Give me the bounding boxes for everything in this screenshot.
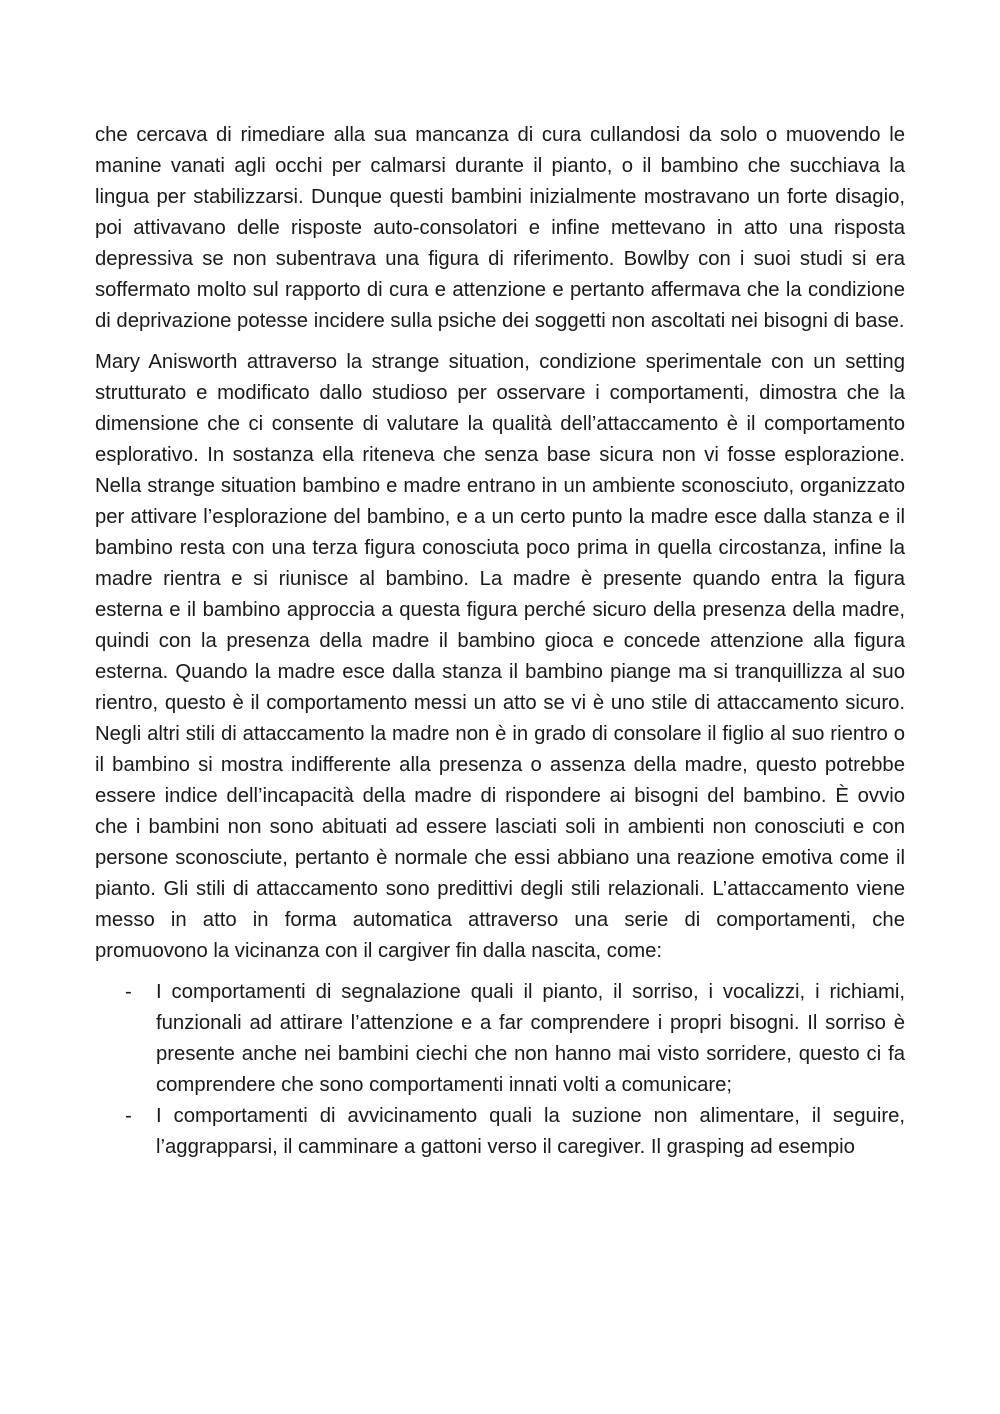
document-page: [95, 120, 905, 1163]
bullet-marker: -: [125, 981, 132, 1003]
paragraph-2: Mary Anisworth attraverso la strange situation, condizione sperimentale con un setting strutturato e modificato dallo studioso per osservare i comportamenti, dimostra che la dimensione che ci consente di valutare la qualità dell’attaccamento è il comportamento esplorativo. In sostanza ella riteneva che senza base sicura non vi fosse esplorazione. Nella strange situation bambino e madre entrano in un ambiente sconosciuto, organizzato per attivare l’esplorazione del bambino, e a un certo punto la madre esce dalla stanza e il bambino resta con una terza figura conosciuta poco prima in quella circostanza, infine la madre rientra e si riunisce al bambino. La madre è presente quando entra la figura esterna e il bambino approccia a questa figura perché sicuro della presenza della madre, quindi con la presenza della madre il bambino gioca e concede attenzione alla figura esterna. Quando la madre esce dalla stanza il bambino piange ma si tranquillizza al suo rientro, questo è il comportamento messi un atto se vi è uno stile di attaccamento sicuro. Negli altri stili di attaccamento la madre non è in grado di consolare il figlio al suo rientro o il bambino si mostra indifferente alla presenza o assenza della madre, questo potrebbe essere indice dell’incapacità della madre di rispondere ai bisogni del bambino. È ovvio che i bambini non sono abituati ad essere lasciati soli in ambienti non conosciuti e con persone sconosciute, pertanto è normale che essi abbiano una reazione emotiva come il pianto. Gli stili di attaccamento sono predittivi degli stili relazionali. L’attaccamento viene messo in atto in forma automatica attraverso una serie di comportamenti, che promuovono la vicinanza con il cargiver fin dalla nascita, come:: [95, 351, 905, 962]
list-item-text: I comportamenti di segnalazione quali il pianto, il sorriso, i vocalizzi, i richiami, funzionali ad attirare l’attenzione e a far comprendere i propri bisogni. Il sorriso è presente anche nei bambini ciechi che non hanno mai visto sorridere, questo ci fa comprendere che sono comportamenti innati volti a comunicare;: [156, 981, 905, 1096]
list-item: [95, 1101, 905, 1163]
list-item: [95, 977, 905, 1101]
bullet-marker: -: [125, 1105, 132, 1127]
behaviour-list: [95, 977, 905, 1163]
paragraph-1: che cercava di rimediare alla sua mancanza di cura cullandosi da solo o muovendo le manine vanati agli occhi per calmarsi durante il pianto, o il bambino che succhiava la lingua per stabilizzarsi. Dunque questi bambini inizialmente mostravano un forte disagio, poi attivavano delle risposte auto-consolatori e infine mettevano in atto una risposta depressiva se non subentrava una figura di riferimento. Bowlby con i suoi studi si era soffermato molto sul rapporto di cura e attenzione e pertanto affermava che la condizione di deprivazione potesse incidere sulla psiche dei soggetti non ascoltati nei bisogni di base.: [95, 124, 905, 332]
list-item-text: I comportamenti di avvicinamento quali la suzione non alimentare, il seguire, l’aggrapparsi, il camminare a gattoni verso il caregiver. Il grasping ad esempio: [156, 1105, 905, 1158]
